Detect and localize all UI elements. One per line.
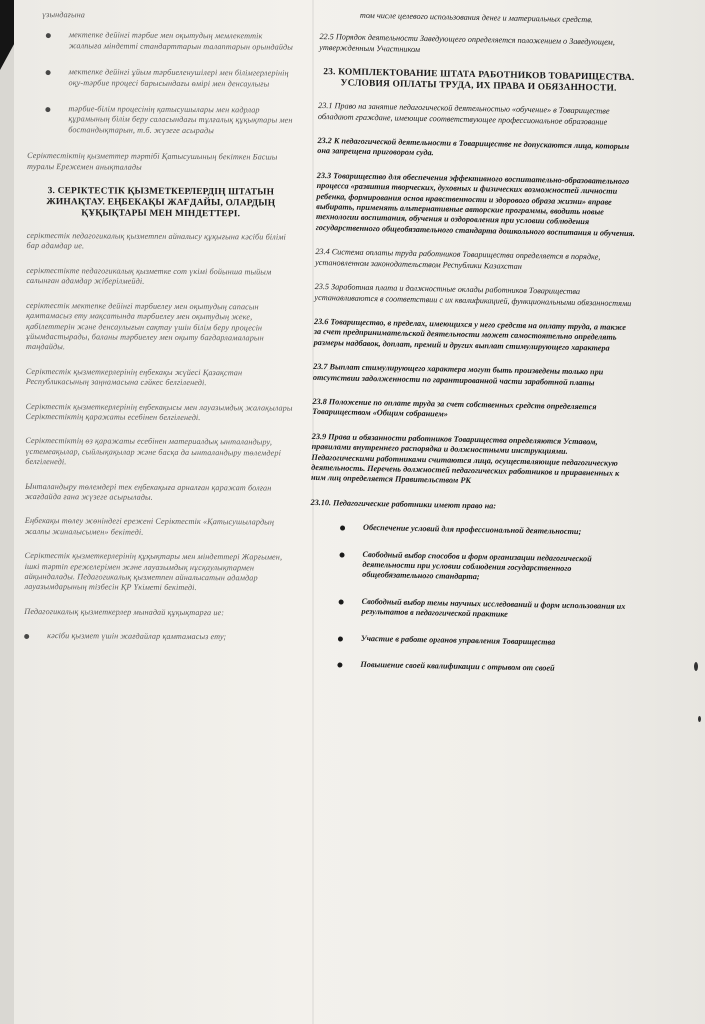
left-bullet-item xyxy=(27,104,295,137)
right-paragraph: 22.5 Порядок деятельности Заведующего определяется положением о Заведующем, утвержденным Участником xyxy=(319,32,615,54)
right-bullet-text: Участие в работе органов управления Товарищества xyxy=(360,633,556,647)
left-paragraph: серіктестікте педагогикалық қызметке сот үкімі бойынша тыйым салынған адамдар жіберілмейді. xyxy=(26,265,272,286)
bullet-dot xyxy=(340,552,345,557)
left-section-heading: 3. СЕРІКТЕСТІК ҚЫЗМЕТКЕРЛЕРДІҢ ШТАТЫН ЖИНАҚТАУ. ЕҢБЕКАҚЫ ЖАҒДАЙЫ, ОЛАРДЫҢ ҚҰҚЫҚТАРЫ МЕН МІНДЕТТЕРІ. xyxy=(46,186,276,220)
bullet-dot xyxy=(46,70,51,75)
left-bullet-item xyxy=(24,631,292,643)
right-paragraph: 23.1 Право на занятие педагогической деятельностью «обучение» в Товариществе обладают граждане, имеющие соответствующее профессиональное образование xyxy=(317,101,610,127)
right-paragraph: 23.6 Товарищество, в пределах, имеющихся у него средств на оплату труда, а также за счет предпринимательской деятельности может самостоятельно определять размеры надбавок, доплат, премий и других выплат стимулирующего характера xyxy=(313,316,627,353)
bullet-dot xyxy=(45,107,50,112)
left-paragraph: Педагогикалық қызметкерлер мынадай құқықтарға ие: xyxy=(24,606,225,618)
right-paragraph: 23.3 Товарищество для обеспечения эффективного воспитательно-образовательного процесса «развития творческих, духовных и физических возможностей личности ребенка, формирования основ нравственности и здорового образа жизни» вправе выбирать, применять альтернативные авторские программы, вводить новые технологии воспитания, обучения и оздоровления при условии соблюдения государственного общеобязательного стандарта дошкольного воспитания и обучения. xyxy=(315,170,635,238)
paper-speck xyxy=(694,662,698,671)
bullet-dot xyxy=(46,34,51,39)
left-bullet-text: мектепке дейінгі тәрбие мен оқытудың мемлекеттік жалпыға міндетті стандарттарын талаптарын орындайды xyxy=(68,30,293,52)
left-paragraph: Серіктестіктің өз қаражаты есебінен материалдық ынталандыру, үстемеақылар, сыйлықақылар және басқа да ынталандыру төлемдері белгіленеді. xyxy=(25,436,282,467)
right-bullet-text: Свободный выбор способов и форм организации педагогической деятельности при условии соблюдения государственного общеобязательного стандарта; xyxy=(362,549,592,582)
bullet-dot xyxy=(340,526,345,531)
right-section-heading: 23. КОМПЛЕКТОВАНИЕ ШТАТА РАБОТНИКОВ ТОВАРИЩЕСТВА. УСЛОВИЯ ОПЛАТЫ ТРУДА, ИХ ПРАВА И ОБЯЗАННОСТИ. xyxy=(323,67,635,94)
paper-speck xyxy=(698,716,701,722)
right-bullet-item xyxy=(309,548,630,585)
right-paragraph: 23.9 Права и обязанности работников Товарищества определяются Уставом, правилами внутреннего распорядка и должностными инструкциями. Педагогическими работниками считаются лица, осуществляющие педагогическую деятельность. Перечень должностей педагогических работников и приравненных к ним лиц определяется Правительством РК xyxy=(310,431,620,486)
right-bullet-text: Обеспечение условий для профессиональной деятельности; xyxy=(362,523,582,537)
left-bullet-item xyxy=(28,30,296,52)
bullet-dot xyxy=(338,636,343,641)
left-top-line: үзындағына xyxy=(41,10,86,20)
right-column xyxy=(307,10,640,691)
bullet-dot xyxy=(24,634,29,639)
right-paragraph: 23.7 Выплат стимулирующего характера могут быть произведены только при отсутствии задолженности по гарантированной части заработной платы xyxy=(312,362,604,387)
left-paragraph: Ынталандыру төлемдері тек еңбекақыға арналған қаражат болған жағдайда ғана жүзеге асырылады. xyxy=(25,481,272,502)
right-bullet-item xyxy=(307,659,627,676)
right-top-line: том числе целевого использования денег и материальных средств. xyxy=(359,10,593,25)
right-bullet-item xyxy=(310,522,630,539)
left-bullet-text: тәрбие-білім процесінің қатысушылары мен кадрлар құрамының білім беру саласындағы тұлғалық құқықтары мен бостандықтарын, т.б. жүзеге асырады xyxy=(68,104,293,135)
left-paragraph: Серіктестік қызметкерлерінің құқықтары мен міндеттері Жарғымен, ішкі тәртіп ережелерімен және лауазымдық нұсқаулықтармен айқындалады. Педагогикалық қызметпен айналысатын адамдар лауазымдарының тізбесін ҚР Үкіметі бекітеді. xyxy=(24,551,283,593)
left-paragraph: серіктестік мектепке дейінгі тәрбиелеу мен оқытудың сапасын қамтамасыз ету мақсатында тәрбиелеу мен оқытудың жеке, қабілеттерін және денсаулығын сақтау үшін білім беру процесін ұйымдастырады, баланы тәрбиелеу мен оқыту бағдарламаларын таңдайды. xyxy=(25,300,264,352)
right-bullet-text: Повышение своей квалификации с отрывом от своей xyxy=(360,659,555,673)
left-paragraph: Серіктестік қызметкерлерінің еңбекақы жүйесі Қазақстан Республикасының заңнамасына сәйкес белгіленеді. xyxy=(25,366,243,388)
bullet-dot xyxy=(339,599,344,604)
left-bullet-text: мектепке дейінгі ұйым тәрбиеленушілері мен білімгерлерінің оқу-тәрбие процесі барысындағы өмірі мен денсаулығы xyxy=(68,67,289,89)
left-paragraph: серіктестік педагогикалық қызметпен айналысу құқығына кәсіби білімі бар адамдар ие. xyxy=(26,231,286,251)
left-bullet-text: кәсіби қызмет үшін жағдайлар қамтамасыз ету; xyxy=(47,631,227,642)
left-intro: Серіктестіктің қызметтер тәртібі Қатысушының бекіткен Басшы туралы Ережемен анықталады xyxy=(27,151,278,172)
right-paragraph: 23.10. Педагогические работники имеют право на: xyxy=(310,497,497,511)
left-paragraph: Еңбекақы төлеу жөніндегі ережені Серіктестік «Қатысушылардың жалпы жиналысымен» бекітеді. xyxy=(24,516,275,537)
right-paragraph: 23.2 К педагогической деятельности в Товариществе не допускаются лица, которым она запрещена приговором суда. xyxy=(317,136,630,158)
left-paragraph: Серіктестік қызметкерлерінің еңбекақысы мен лауазымдық жалақылары Серіктестіктің қаражаты есебінен белгіленеді. xyxy=(25,401,293,422)
right-bullet-item xyxy=(308,633,628,650)
right-paragraph: 23.8 Положение по оплате труда за счет собственных средств определяется Товариществом «Общим собранием» xyxy=(312,396,597,419)
left-column xyxy=(24,10,296,659)
right-paragraph: 23.4 Система оплаты труда работников Товарищества определяется в порядке, установленном законодательством Республики Казахстан xyxy=(315,247,601,271)
bullet-dot xyxy=(337,662,342,667)
right-bullet-text: Свободный выбор темы научных исследований и форм использования их результатов в педагогической практике xyxy=(361,596,626,619)
right-bullet-item xyxy=(308,596,628,623)
right-paragraph: 23.5 Заработная плата и должностные оклады работников Товарищества устанавливаются в соответствии с их квалификацией, функциональными обязанностями xyxy=(314,282,632,308)
left-bullet-item xyxy=(28,67,296,89)
